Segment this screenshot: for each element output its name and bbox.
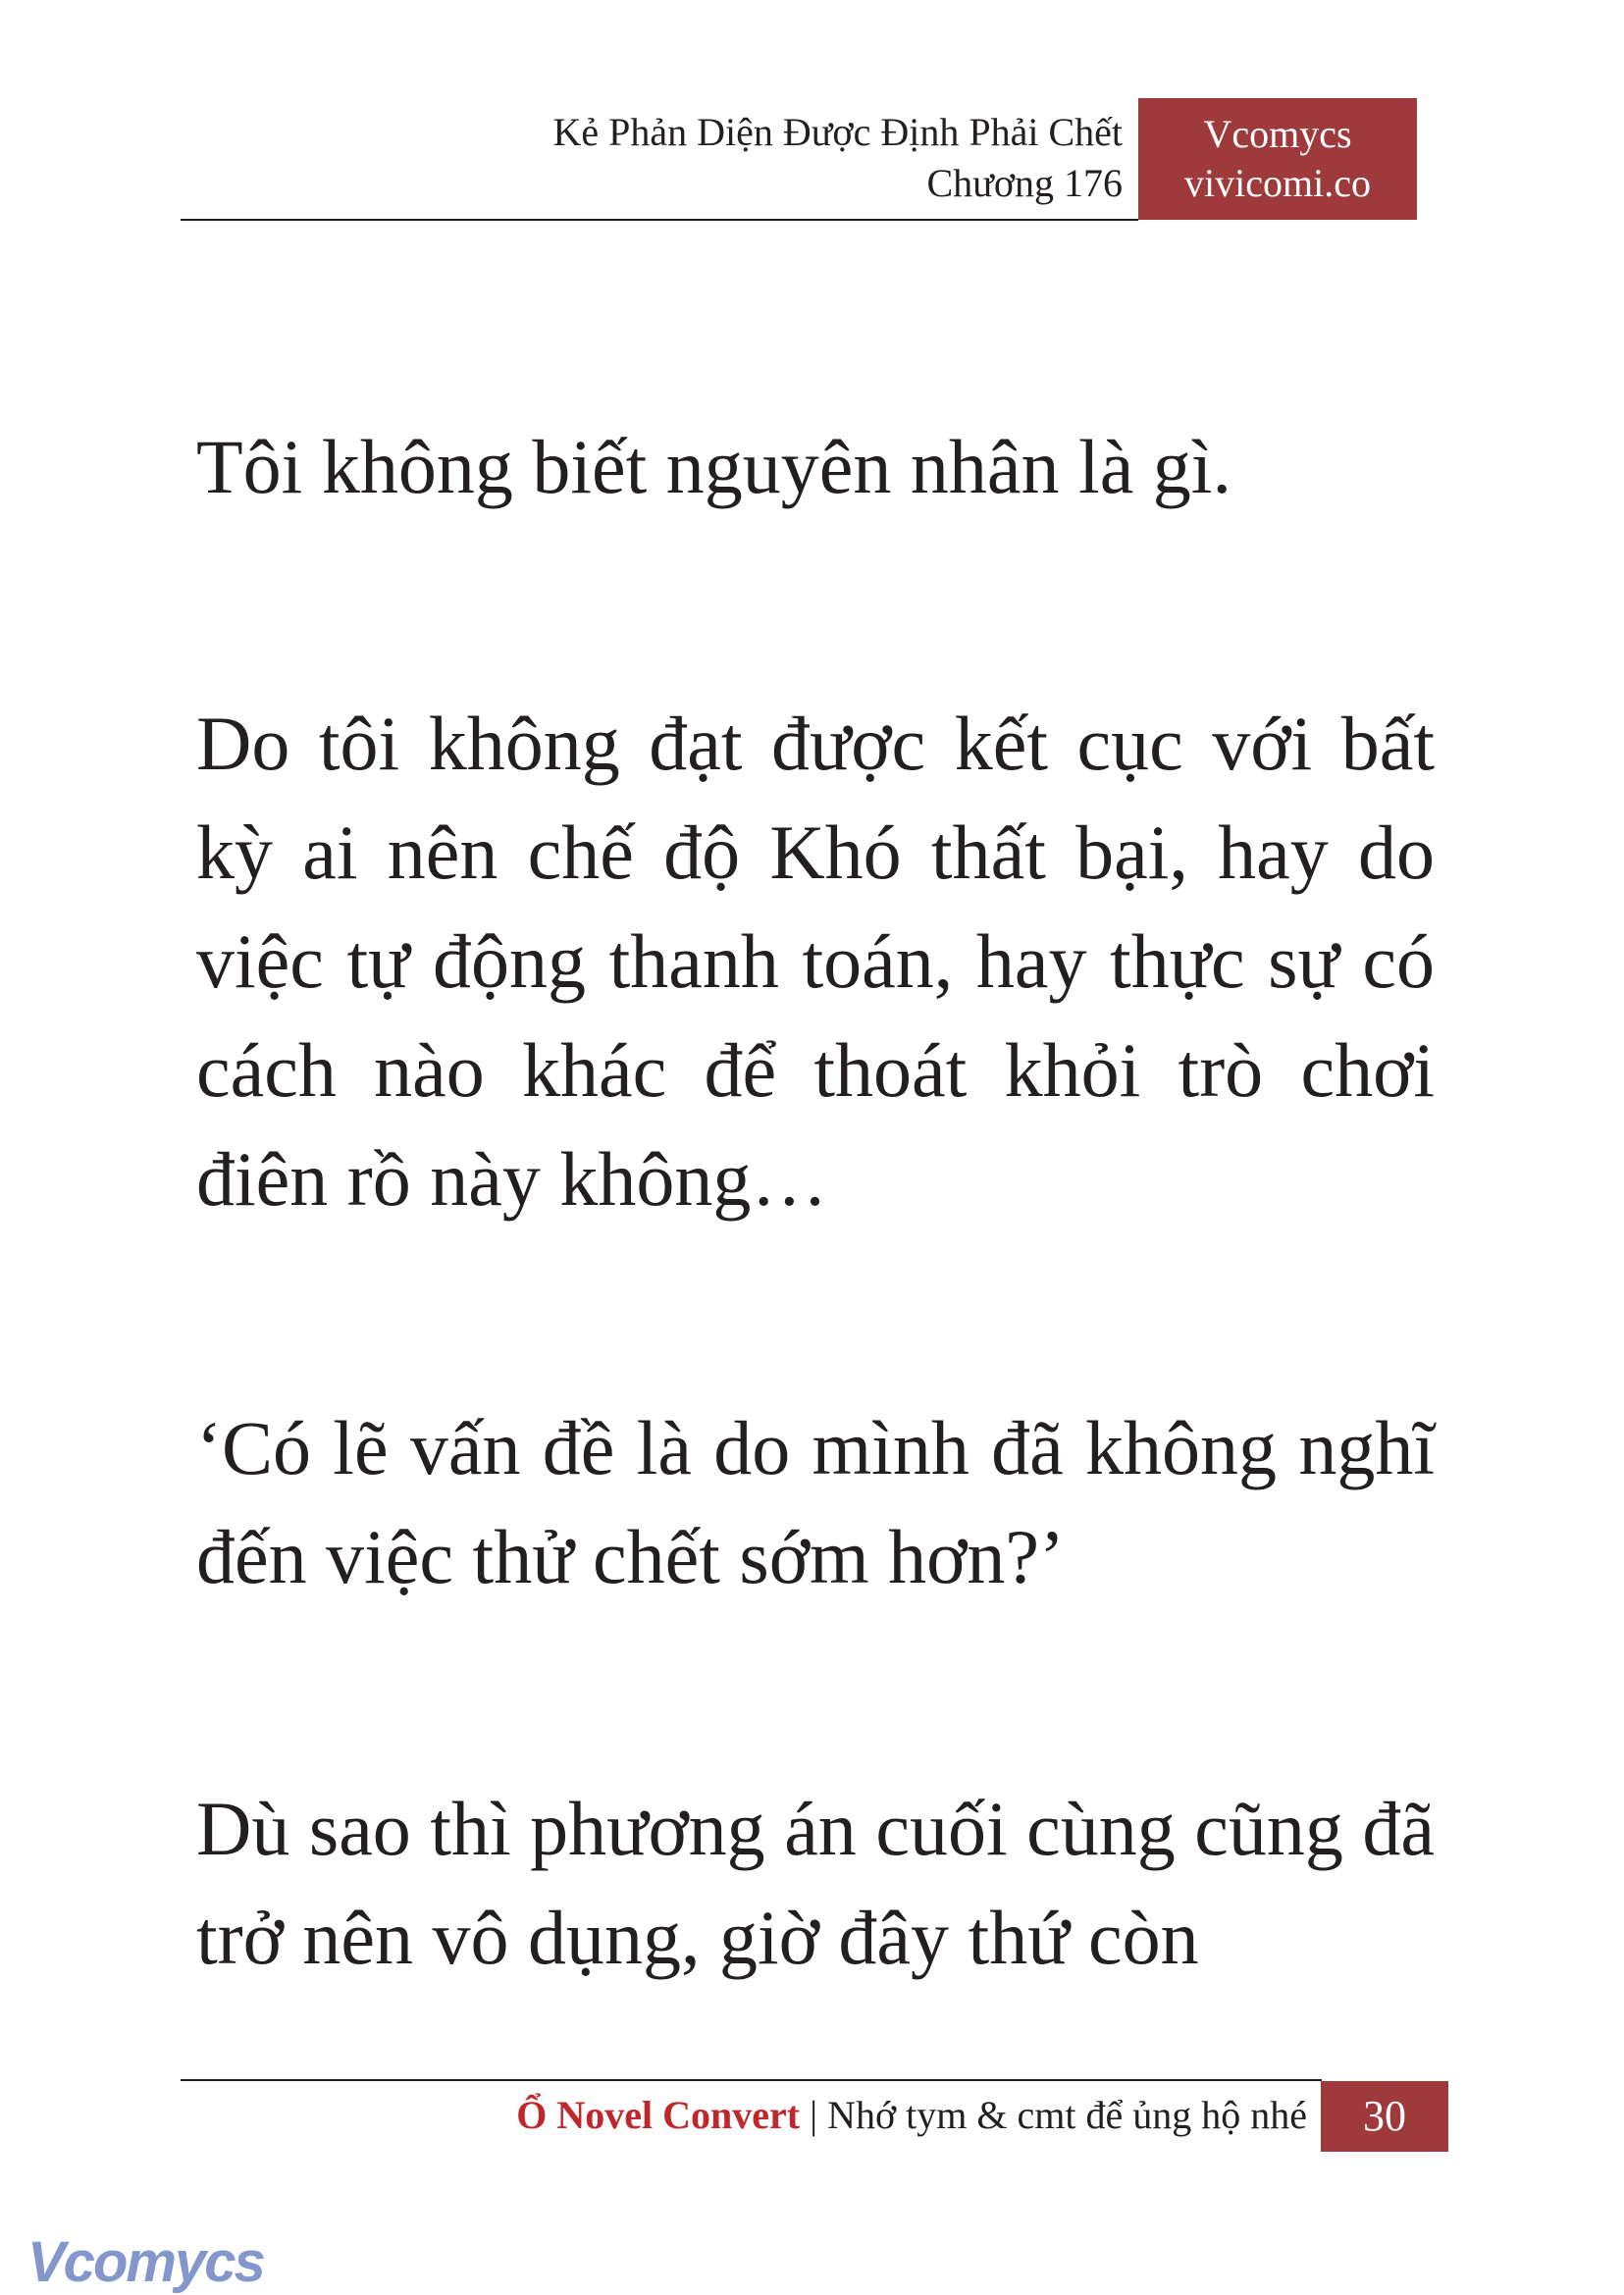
book-title: Kẻ Phản Diện Được Định Phải Chết bbox=[552, 110, 1123, 154]
footer-brand: Ổ Novel Convert bbox=[516, 2093, 801, 2137]
paragraph: ‘Có lẽ vấn đề là do mình đã không nghĩ đến việc thử chết sớm hơn?’ bbox=[196, 1405, 1435, 1599]
page-number: 30 bbox=[1321, 2081, 1448, 2152]
site-url: vivicomi.co bbox=[1184, 161, 1371, 205]
header-divider bbox=[181, 219, 1138, 221]
paragraph: Do tôi không đạt được kết cục với bất kỳ ai nên chế độ Khó thất bại, hay do việc tự động thanh toán, hay thực sự có cách nào khác để thoát khỏi trò chơi điên rồ này không… bbox=[196, 701, 1435, 1222]
site-name: Vcomycs bbox=[1203, 112, 1352, 156]
footer-separator: | bbox=[810, 2093, 818, 2137]
watermark-logo: Vcomycs bbox=[27, 2230, 264, 2294]
footer-text bbox=[516, 2091, 1307, 2140]
page-footer bbox=[181, 2081, 1448, 2152]
footer-tagline: Nhớ tym & cmt để ủng hộ nhé bbox=[827, 2093, 1307, 2137]
chapter-label: Chương 176 bbox=[926, 161, 1123, 205]
page-header bbox=[181, 98, 1417, 220]
paragraph: Dù sao thì phương án cuối cùng cũng đã trở nên vô dụng, giờ đây thứ còn bbox=[196, 1786, 1435, 1980]
paragraph: Tôi không biết nguyên nhân là gì. bbox=[196, 424, 1231, 509]
site-badge bbox=[1138, 98, 1417, 220]
